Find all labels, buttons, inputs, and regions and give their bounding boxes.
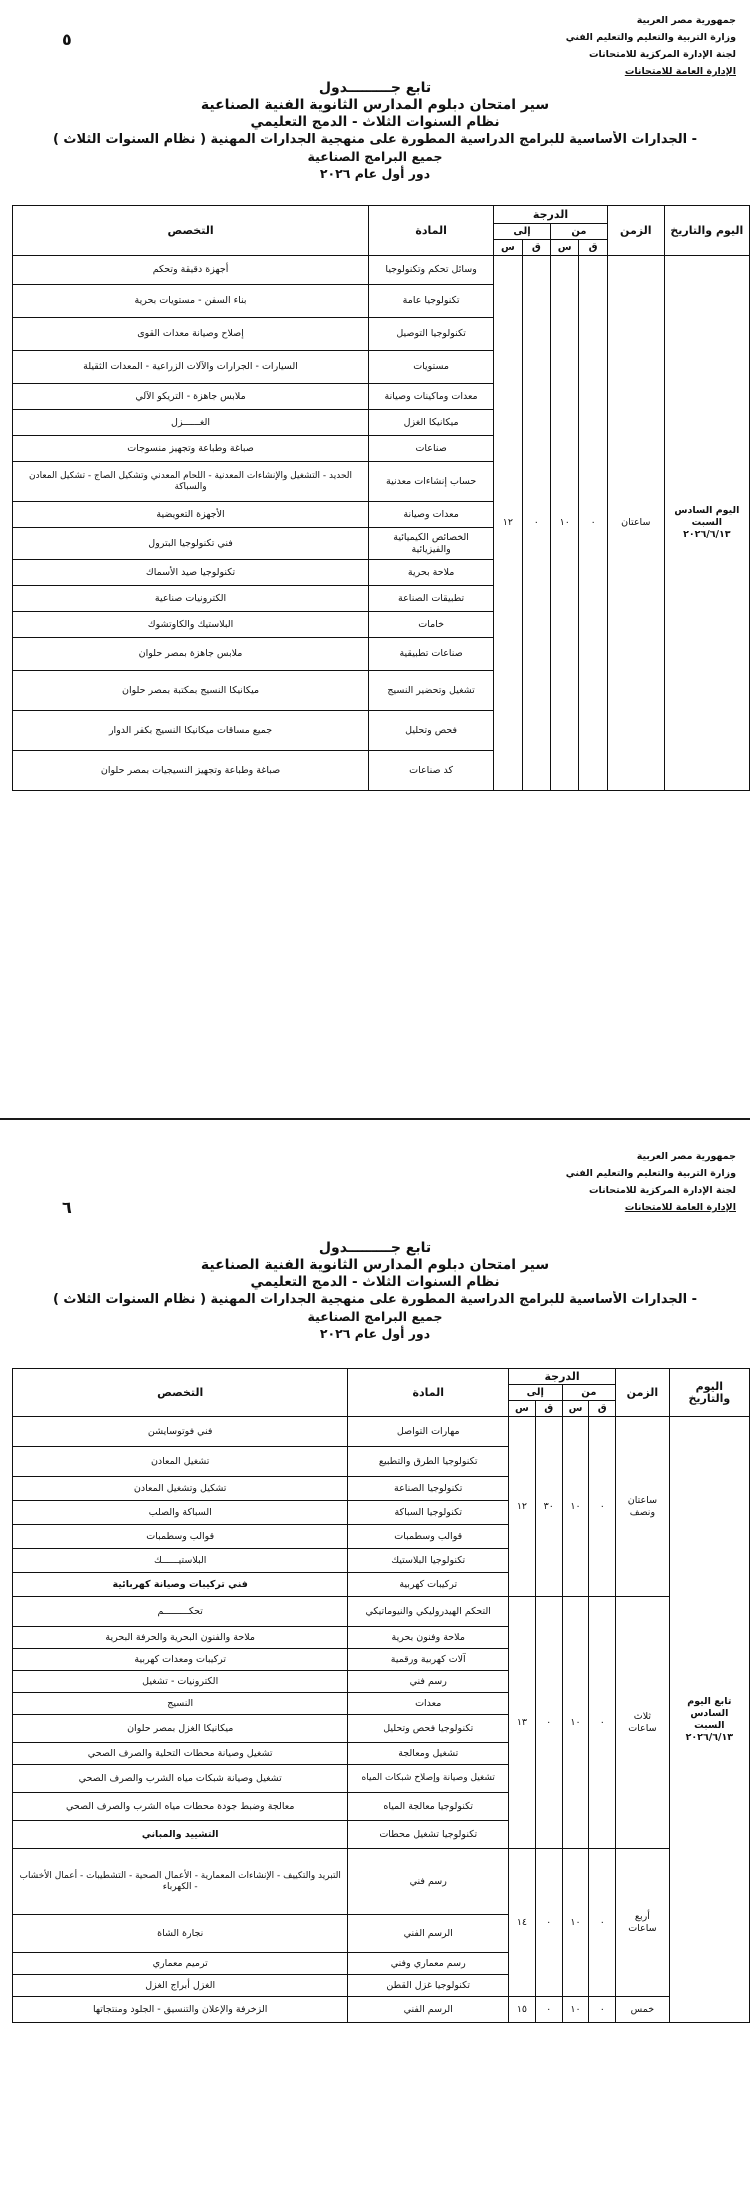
subject-cell: تكنولوجيا معالجة المياه [348,1793,509,1821]
from-hour-cell: ١٠ [551,256,579,791]
spec-cell: صباغة وطباعة وتجهيز منسوجات [13,436,369,462]
day-date-cell [664,256,749,791]
spec-cell: السيارات - الجرارات والآلات الزراعية - المعدات الثقيلة [13,351,369,384]
col-to: إلى [509,1385,563,1401]
spec-cell: التبريد والتكييف - الإنشاءات المعمارية - الأعمال الصحية - التشطيبات - أعمال الأخشاب - الكهرباء [13,1849,348,1915]
title-line: نظام السنوات الثلاث - الدمج التعليمي [250,1274,500,1290]
title-line: جميع البرامج الصناعية [307,149,443,164]
from-hour-cell: ١٠ [562,1997,589,2023]
schedule-table [12,205,750,791]
col-day-date: اليوم والتاريخ [664,206,749,256]
subject-cell: تركيبات كهربية [348,1573,509,1597]
col-to-hour: س [494,240,522,256]
to-minute-cell: ٣٠ [535,1417,562,1597]
ministry-line: جمهورية مصر العربية [636,1151,736,1162]
to-hour-cell: ١٥ [509,1997,536,2023]
spec-cell: البلاستيــــــك [13,1549,348,1573]
col-to-minute: ق [522,240,550,256]
ministry-header [521,12,736,80]
subject-cell: تكنولوجيا فحص وتحليل [348,1715,509,1743]
subject-cell: تكنولوجيا الطرق والتطبيع [348,1447,509,1477]
spec-cell: فني تركيبات وصيانة كهربائية [13,1573,348,1597]
schedule-titles [0,80,750,182]
from-minute-cell: ٠ [579,256,607,791]
spec-cell: ملابس جاهزة بمصر حلوان [13,638,369,671]
subject-cell: تكنولوجيا تشغيل محطات [348,1821,509,1849]
col-to-hour: س [509,1401,536,1417]
title-line: سير امتحان دبلوم المدارس الثانوية الفنية الصناعية [200,1257,550,1273]
subject-cell: قوالب وسطمبات [348,1525,509,1549]
spec-cell: ترميم معماري [13,1953,348,1975]
exam-schedule-page-2 [0,1120,750,2185]
title-line: تابع جـــــــــدول [318,1240,432,1256]
title-line: - الجدارات الأساسية للبرامج الدراسية المطورة على منهجية الجدارات المهنية ( نظام السنوات الثلاث ) [52,132,698,147]
col-to: إلى [494,224,551,240]
ministry-line: وزارة التربية والتعليم والتعليم الفني [565,32,736,43]
spec-cell: بناء السفن - مستويات بحرية [13,285,369,318]
date-label: ٢٠٢٦/٦/١٣ [685,1731,734,1743]
spec-cell: البلاستيك والكاوتشوك [13,612,369,638]
to-hour-cell: ١٤ [509,1849,536,1997]
spec-cell: فني فوتوسايشن [13,1417,348,1447]
col-time: الزمن [607,206,664,256]
col-specialization: التخصص [13,1369,348,1417]
col-time: الزمن [616,1369,670,1417]
to-minute-cell: ٠ [535,1997,562,2023]
ministry-line: الإدارة العامة للامتحانات [624,1202,736,1213]
spec-cell: الغــــــزل [13,410,369,436]
subject-cell: مهارات التواصل [348,1417,509,1447]
subject-cell: تكنولوجيا عامة [369,285,494,318]
subject-cell: ملاحة بحرية [369,560,494,586]
title-line: نظام السنوات الثلاث - الدمج التعليمي [250,114,500,130]
subject-cell: آلات كهربية ورقمية [348,1649,509,1671]
time-cell: ساعتان ونصف [616,1417,670,1597]
col-from: من [551,224,608,240]
to-hour-cell: ١٣ [509,1597,536,1849]
subject-cell: تكنولوجيا السباكة [348,1501,509,1525]
subject-cell: ملاحة وفنون بحرية [348,1627,509,1649]
subject-cell: صناعات [369,436,494,462]
schedule-titles [0,1240,750,1342]
from-minute-cell: ٠ [589,1597,616,1849]
time-cell: أربع ساعات [616,1849,670,1997]
to-minute-cell: ٠ [535,1849,562,1997]
title-line: سير امتحان دبلوم المدارس الثانوية الفنية الصناعية [200,97,550,113]
subject-cell: الرسم الفني [348,1915,509,1953]
spec-cell: السباكة والصلب [13,1501,348,1525]
col-subject: المادة [369,206,494,256]
time-cell: ثلاث ساعات [616,1597,670,1849]
ministry-line: الإدارة العامة للامتحانات [624,66,736,77]
spec-cell: التشييد والمباني [13,1821,348,1849]
ministry-line: وزارة التربية والتعليم والتعليم الفني [565,1168,736,1179]
subject-cell: خامات [369,612,494,638]
spec-cell: الغزل أبراج الغزل [13,1975,348,1997]
spec-cell: ملابس جاهزة - التريكو الآلي [13,384,369,410]
ministry-line: لجنة الإدارة المركزية للامتحانات [588,1185,736,1196]
page-number: ٥ [62,30,72,49]
subject-cell: رسم معماري وفني [348,1953,509,1975]
exam-schedule-page-1 [0,0,750,1000]
title-line: جميع البرامج الصناعية [307,1309,443,1324]
from-minute-cell: ٠ [589,1417,616,1597]
subject-cell: رسم فني [348,1849,509,1915]
from-minute-cell: ٠ [589,1997,616,2023]
to-minute-cell: ٠ [522,256,550,791]
subject-cell: تكنولوجيا البلاستيك [348,1549,509,1573]
time-cell: خمس [616,1997,670,2023]
spec-cell: قوالب وسطمبات [13,1525,348,1549]
col-day-date: اليوم والتاريخ [669,1369,749,1417]
from-minute-cell: ٠ [589,1849,616,1997]
day-label: اليوم السادس السبت [674,505,740,528]
col-program: الدرجة [509,1369,616,1385]
spec-cell: ميكانيكا النسيج بمكتبة بمصر حلوان [13,671,369,711]
subject-cell: تكنولوجيا غزل القطن [348,1975,509,1997]
col-from-minute: ق [589,1401,616,1417]
ministry-line: جمهورية مصر العربية [636,15,736,26]
subject-cell: الخصائص الكيميائية والفيزيائية [369,528,494,560]
to-hour-cell: ١٢ [494,256,522,791]
spec-cell: تشكيل وتشغيل المعادن [13,1477,348,1501]
col-from-hour: س [562,1401,589,1417]
spec-cell: جميع مساقات ميكانيكا النسيج بكفر الدوار [13,711,369,751]
col-program: الدرجة [494,206,608,224]
col-specialization: التخصص [13,206,369,256]
spec-cell: ميكانيكا الغزل بمصر حلوان [13,1715,348,1743]
date-label: ٢٠٢٦/٦/١٣ [683,529,731,540]
subject-cell: معدات وصيانة [369,502,494,528]
spec-cell: تشغيل وصيانة محطات التحلية والصرف الصحي [13,1743,348,1765]
spec-cell: نجارة الشاة [13,1915,348,1953]
subject-cell: كد صناعات [369,751,494,791]
spec-cell: تشغيل وصيانة شبكات مياه الشرب والصرف الصحي [13,1765,348,1793]
spec-cell: الحديد - التشغيل والإنشاءات المعدنية - اللحام المعدني وتشكيل الصاج - تشكيل المعادن والسباكة [13,462,369,502]
subject-cell: فحص وتحليل [369,711,494,751]
spec-cell: أجهزة دقيقة وتحكم [13,256,369,285]
col-subject: المادة [348,1369,509,1417]
to-hour-cell: ١٢ [509,1417,536,1597]
spec-cell: تكنولوجيا صيد الأسماك [13,560,369,586]
subject-cell: ميكانيكا الغزل [369,410,494,436]
from-hour-cell: ١٠ [562,1417,589,1597]
spec-cell: النسيج [13,1693,348,1715]
spec-cell: تركيبات ومعدات كهربية [13,1649,348,1671]
title-line: تابع جـــــــــدول [318,80,432,96]
subject-cell: رسم فني [348,1671,509,1693]
spec-cell: معالجة وضبط جودة محطات مياه الشرب والصرف الصحي [13,1793,348,1821]
subject-cell: مستويات [369,351,494,384]
col-from-hour: س [551,240,579,256]
spec-cell: تشغيل المعادن [13,1447,348,1477]
col-from: من [562,1385,616,1401]
subject-cell: الرسم الفني [348,1997,509,2023]
spec-cell: ملاحة والفنون البحرية والحرفة البحرية [13,1627,348,1649]
schedule-table [12,1368,750,2023]
title-line: دور أول عام ٢٠٢٦ [319,1326,431,1341]
from-hour-cell: ١٠ [562,1849,589,1997]
subject-cell: حساب إنشاءات معدنية [369,462,494,502]
col-from-minute: ق [579,240,607,256]
title-line: - الجدارات الأساسية للبرامج الدراسية المطورة على منهجية الجدارات المهنية ( نظام السنوات الثلاث ) [52,1292,698,1307]
title-line: دور أول عام ٢٠٢٦ [319,166,431,181]
subject-cell: التحكم الهيدروليكي والنيوماتيكي [348,1597,509,1627]
subject-cell: معدات [348,1693,509,1715]
col-to-minute: ق [535,1401,562,1417]
spec-cell: الأجهزة التعويضية [13,502,369,528]
subject-cell: صناعات تطبيقية [369,638,494,671]
subject-cell: تشغيل وتحضير النسيج [369,671,494,711]
subject-cell: معدات وماكينات وصيانة [369,384,494,410]
spec-cell: تحكـــــــــم [13,1597,348,1627]
ministry-line: لجنة الإدارة المركزية للامتحانات [588,49,736,60]
subject-cell: تكنولوجيا الصناعة [348,1477,509,1501]
day-date-cell [669,1417,749,2023]
subject-cell: وسائل تحكم وتكنولوجيا [369,256,494,285]
spec-cell: صباغة وطباعة وتجهيز النسيجيات بمصر حلوان [13,751,369,791]
subject-cell: تشغيل وصيانة وإصلاح شبكات المياه [348,1765,509,1793]
spec-cell: الزخرفة والإعلان والتنسيق - الجلود ومنتجاتها [13,1997,348,2023]
subject-cell: تشغيل ومعالجة [348,1743,509,1765]
subject-cell: تكنولوجيا التوصيل [369,318,494,351]
subject-cell: تطبيقات الصناعة [369,586,494,612]
ministry-header [521,1148,736,1216]
spec-cell: الكترونيات صناعية [13,586,369,612]
spec-cell: إصلاح وصيانة معدات القوى [13,318,369,351]
spec-cell: الكترونيات - تشغيل [13,1671,348,1693]
spec-cell: فني تكنولوجيا البترول [13,528,369,560]
page-number: ٦ [62,1198,72,1217]
from-hour-cell: ١٠ [562,1597,589,1849]
day-label: تابع اليوم السادس السبت [687,1695,732,1731]
to-minute-cell: ٠ [535,1597,562,1849]
time-cell: ساعتان [607,256,664,791]
